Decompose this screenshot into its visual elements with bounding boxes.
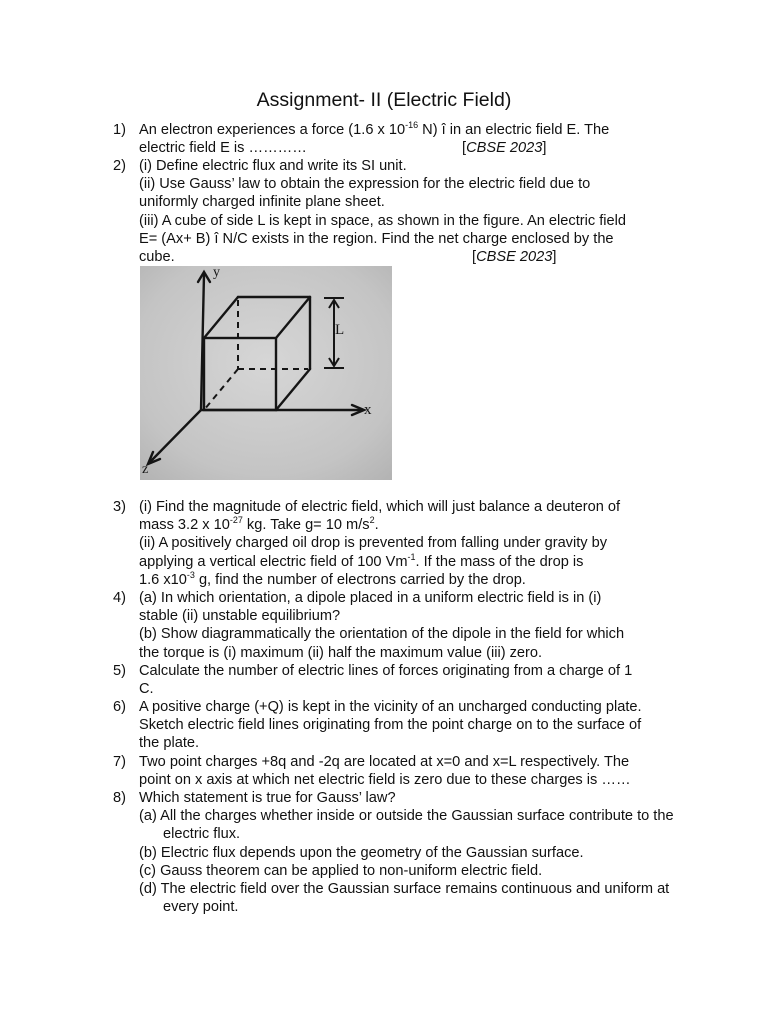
- question-text: C.: [139, 681, 154, 698]
- question-1: [113, 121, 683, 157]
- question-number: 8): [113, 790, 126, 806]
- question-text: the plate.: [139, 735, 200, 752]
- question-text: (iii) A cube of side L is kept in space, as shown in the figure. An electric field: [139, 212, 626, 229]
- question-text: Calculate the number of electric lines of forces originating from a charge of 1: [139, 663, 633, 679]
- question-number: 6): [113, 699, 126, 715]
- question-number: 5): [113, 663, 126, 679]
- question-8: [113, 789, 683, 916]
- question-text: (ii) Use Gauss’ law to obtain the expression for the electric field due to: [139, 176, 591, 193]
- question-text: stable (ii) unstable equilibrium?: [139, 608, 341, 625]
- question-4: [113, 589, 683, 662]
- z-axis-label: z: [142, 462, 149, 477]
- question-text: applying a vertical electric field of 100 $Vm^{-1}$. If the mass of the drop is: [139, 551, 584, 570]
- question-text: mass 3.2 x $10^{-27}$ kg. Take g= 10 $m/s^2$.: [139, 515, 379, 534]
- page-title: Assignment- II (Electric Field): [256, 89, 512, 111]
- question-2: [113, 157, 683, 266]
- question-text: (ii) A positively charged oil drop is prevented from falling under gravity by: [139, 535, 608, 552]
- side-length-label: L: [335, 322, 345, 338]
- question-3: [113, 498, 683, 589]
- option-c: (c) Gauss theorem can be applied to non-uniform electric field.: [139, 862, 543, 879]
- question-text: electric field E is ………… [CBSE 2023]: [139, 140, 547, 157]
- option-a: (a) All the charges whether inside or outside the Gaussian surface contribute to the electric flux.: [139, 808, 674, 843]
- question-text: Which statement is true for Gauss’ law?: [139, 790, 396, 806]
- question-text: Sketch electric field lines originating from the point charge on to the surface of: [139, 717, 642, 734]
- question-7: [113, 753, 683, 789]
- option-d: (d) The electric field over the Gaussian surface remains continuous and uniform at every point.: [139, 881, 670, 916]
- question-5: [113, 662, 683, 698]
- question-text: A positive charge (+Q) is kept in the vicinity of an uncharged conducting plate.: [139, 699, 642, 715]
- question-6: [113, 698, 683, 753]
- citation: [CBSE 2023]: [462, 140, 547, 157]
- cube-figure: [140, 266, 392, 480]
- question-number: 2): [113, 158, 126, 174]
- question-text: uniformly charged infinite plane sheet.: [139, 194, 385, 211]
- question-text: the torque is (i) maximum (ii) half the maximum value (iii) zero.: [139, 644, 543, 661]
- cube-diagram: [140, 266, 392, 480]
- question-number: 3): [113, 499, 126, 515]
- option-b: (b) Electric flux depends upon the geometry of the Gaussian surface.: [139, 844, 584, 861]
- question-text: (a) In which orientation, a dipole placed in a uniform electric field is in (i): [139, 590, 602, 606]
- x-axis-label: x: [364, 402, 372, 418]
- question-text: E= (Ax+ B) î N/C exists in the region. Find the net charge enclosed by the: [139, 230, 614, 247]
- y-axis-label: y: [213, 266, 220, 280]
- question-text: point on x axis at which net electric field is zero due to these charges is ……: [139, 772, 631, 789]
- question-text: An electron experiences a force (1.6 x $10^{-16}$ N) î in an electric field E. The: [139, 120, 610, 138]
- question-text: Two point charges +8q and -2q are located at x=0 and x=L respectively. The: [139, 754, 630, 770]
- question-number: 7): [113, 754, 126, 770]
- question-text: (i) Find the magnitude of electric field, which will just balance a deuteron of: [139, 499, 621, 515]
- question-text: 1.6 $x10^{-3}$ g, find the number of electrons carried by the drop.: [139, 569, 526, 588]
- question-number: 4): [113, 590, 126, 606]
- question-text: cube. [CBSE 2023]: [139, 249, 557, 266]
- question-number: 1): [113, 122, 126, 138]
- citation: [CBSE 2023]: [472, 249, 557, 266]
- question-text: (i) Define electric flux and write its SI unit.: [139, 158, 407, 174]
- question-text: (b) Show diagrammatically the orientation of the dipole in the field for which: [139, 626, 625, 643]
